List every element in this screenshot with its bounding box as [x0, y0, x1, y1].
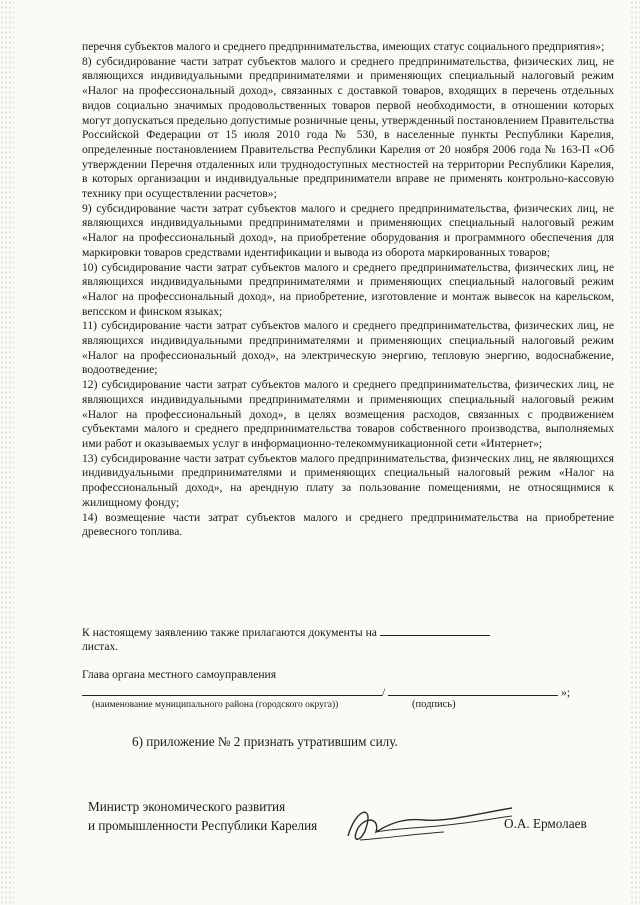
attachment-line: [82, 624, 614, 639]
head-label-line: [82, 668, 614, 681]
scan-edge-right: [630, 0, 640, 905]
minister-title-line1: Министр экономического развития: [88, 799, 286, 814]
paragraph-continuation: перечня субъектов малого и среднего предпринимательства, имеющих статус социального предприятия»;: [82, 40, 605, 53]
attachment-text: К настоящему заявлению также прилагаются документы на: [82, 626, 377, 639]
attachment-suffix: листах.: [82, 640, 119, 653]
minister-title-line2: и промышленности Республики Карелия: [88, 818, 318, 833]
paragraph-item-11: 11) субсидирование части затрат субъектов малого и среднего предпринимательства, физических лиц, не являющихся индивидуальными предпринимателями и применяющих специальный налоговый режим «Налог на профессиональный доход», на электрическую энергию, тепловую энергию, водоснабжение, водоотведение;: [82, 319, 614, 377]
paragraph-item-8: 8) субсидирование части затрат субъектов малого и среднего предпринимательства, физических лиц, не являющихся индивидуальными предпринимателями и применяющих специальный налоговый режим «Налог на профессиональный доход», связанных с доставкой товаров, входящих в перечень отдельных видов социально значимых продовольственных товаров первой необходимости, в отношении которых могут допускаться предельно допустимые розничные цены, утвержденный постановлением Правительства Российской Федерации от 15 июля 2010 года № 530, в населенные пункты Республики Карелия, определенные постановлением Правительства Республики Карелия от 20 ноября 2006 года № 163-П «Об утверждении Перечня отдаленных или труднодоступных местностей на территории Республики Карелия, в которых организации и индивидуальные предприниматели вправе не применять контрольно-кассовую технику при осуществлении расчетов»;: [82, 54, 614, 201]
paragraph-item-9: 9) субсидирование части затрат субъектов малого и среднего предпринимательства, физических лиц, не являющихся индивидуальными предпринимателями и применяющих специальный налоговый режим «Налог на профессиональный доход», на приобретение оборудования и программного обеспечения для маркировки товаров средствами идентификации и вывода из оборота маркированных товаров;: [82, 201, 614, 259]
paragraph-item-14: 14) возмещение части затрат субъектов малого и среднего предпринимательства на приобретение древесного топлива.: [82, 510, 614, 539]
item-6-text: 6) приложение № 2 признать утратившим силу.: [132, 734, 398, 749]
paragraph-item-12: 12) субсидирование части затрат субъектов малого и среднего предпринимательства, физических лиц, не являющихся индивидуальными предпринимателями и применяющих специальный налоговый режим «Налог на профессиональный доход», в целях возмещения расходов, связанных с продвижением субъектами малого и среднего предпринимательства товаров собственного производства, выполняемых ими работ и оказываемых услуг в информационно-телекоммуникационной сети «Интернет»;: [82, 378, 614, 450]
signer-name: О.А. Ермолаев: [504, 816, 587, 831]
attachment-suffix-line: [82, 640, 614, 653]
minister-block: [88, 797, 317, 835]
signature-blank: [388, 684, 558, 696]
closing-quote: »;: [561, 686, 571, 699]
document-body: [82, 40, 614, 540]
municipality-blank: [82, 684, 382, 696]
caption-municipality: (наименование муниципального района (городского округа)): [92, 700, 339, 710]
head-label: Глава органа местного самоуправления: [82, 668, 277, 681]
caption-signature: (подпись): [412, 699, 456, 710]
paragraph-item-10: 10) субсидирование части затрат субъектов малого и среднего предпринимательства, физических лиц, не являющихся индивидуальными предпринимателями и применяющих специальный налоговый режим «Налог на профессиональный доход», на приобретение, изготовление и монтаж вывесок на карельском, вепсском и финском языках;: [82, 260, 614, 318]
handwritten-signature: [336, 798, 516, 850]
scan-edge-left: [0, 0, 14, 905]
paragraph-item-13: 13) субсидирование части затрат субъектов малого предпринимательства, физических лиц, не являющихся индивидуальными предпринимателями и применяющих специальный налоговый режим «Налог на профессиональный доход», на арендную плату за пользование помещениями, не относящимися к жилищному фонду;: [82, 451, 614, 509]
attachment-pages-blank: [380, 624, 490, 636]
signature-lines: / »;: [82, 684, 614, 699]
